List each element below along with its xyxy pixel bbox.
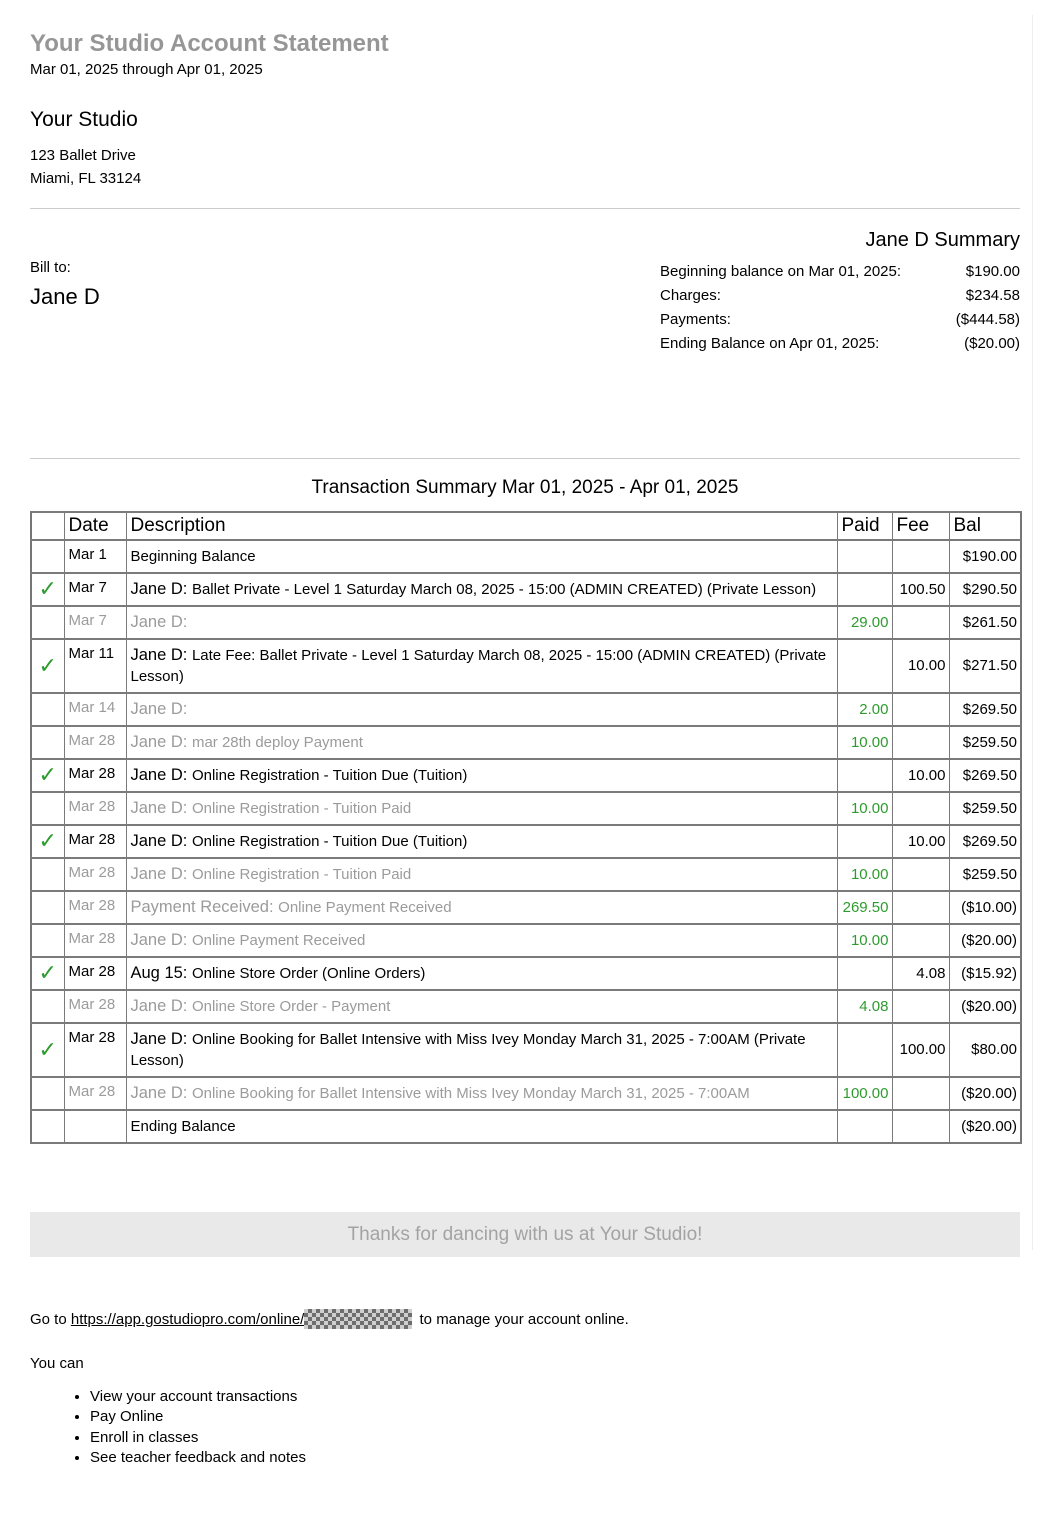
description-prefix: Jane D: [130,645,192,664]
transaction-balance: ($20.00) [949,1110,1021,1143]
check-icon [31,957,64,990]
transaction-description [126,858,837,891]
transaction-balance: $259.50 [949,858,1021,891]
transaction-description [126,726,837,759]
description-text: Online Booking for Ballet Intensive with Miss Ivey Monday March 31, 2025 - 7:00AM (Private Lesson) [130,1030,806,1069]
transaction-summary-title: Transaction Summary Mar 01, 2025 - Apr 01, 2025 [311,476,739,498]
description-prefix: Jane D: [130,996,192,1015]
transaction-paid [837,1110,892,1143]
check-icon [31,759,64,792]
col-header-date: Date [64,512,126,540]
transaction-description [126,759,837,792]
col-header-description: Description [126,512,837,540]
transaction-table-header-row [31,512,1021,540]
transaction-fee: 4.08 [892,957,949,990]
benefits-list [30,1387,1020,1469]
transaction-balance: $271.50 [949,639,1021,693]
transaction-description [126,990,837,1023]
summary-value: $190.00 [965,262,1020,280]
header-divider [30,208,1020,209]
transaction-date: Mar 14 [64,693,126,726]
transaction-fee: 100.50 [892,573,949,606]
transaction-balance: ($15.92) [949,957,1021,990]
transaction-row [31,957,1021,990]
transaction-row [31,990,1021,1023]
col-header-fee: Fee [892,512,949,540]
transaction-date: Mar 7 [64,573,126,606]
description-prefix: Jane D: [130,1029,192,1048]
summary-row [660,332,1020,356]
col-header-bal: Bal [949,512,1021,540]
transaction-row [31,606,1021,639]
summary-row [660,284,1020,308]
transaction-fee [892,1110,949,1143]
description-text: Online Store Order (Online Orders) [191,964,426,982]
summary-rows [660,260,1020,356]
transaction-description [126,693,837,726]
studio-name: Your Studio [30,107,138,131]
transaction-paid: 10.00 [837,858,892,891]
redacted-link-token [304,1309,412,1329]
summary-label: Beginning balance on Mar 01, 2025: [660,262,902,280]
transaction-balance: ($20.00) [949,990,1021,1023]
check-cell-empty [31,1077,64,1110]
transaction-date: Mar 7 [64,606,126,639]
check-cell-empty [31,792,64,825]
description-prefix: Jane D: [130,612,188,631]
description-text: Online Payment Received [278,898,452,916]
summary-value: $234.58 [965,286,1020,304]
transaction-description [126,1077,837,1110]
transaction-fee [892,1077,949,1110]
description-text: Ballet Private - Level 1 Saturday March 08, 2025 - 15:00 (ADMIN CREATED) (Private Lesson) [191,580,817,598]
transaction-fee [892,606,949,639]
transaction-table-body [31,540,1021,1143]
check-icon: ✓ [38,1036,57,1062]
transaction-date: Mar 1 [64,540,126,573]
transaction-paid [837,957,892,990]
transaction-description [126,573,837,606]
transaction-row [31,891,1021,924]
summary-label: Charges: [660,286,721,304]
transaction-balance: $190.00 [949,540,1021,573]
transaction-date: Mar 28 [64,1023,126,1077]
description-text: Ending Balance [130,1117,236,1135]
transaction-paid: 269.50 [837,891,892,924]
transaction-description [126,540,837,573]
manage-account-line [30,1309,1020,1329]
transaction-paid [837,540,892,573]
transaction-description [126,924,837,957]
description-text: Online Registration - Tuition Due (Tuition) [191,832,468,850]
transaction-fee [892,891,949,924]
transaction-date: Mar 28 [64,759,126,792]
transaction-balance: ($20.00) [949,924,1021,957]
transaction-description [126,606,837,639]
transaction-fee: 100.00 [892,1023,949,1077]
description-prefix: Jane D: [130,579,192,598]
summary-title: Jane D Summary [865,228,1020,251]
transaction-row [31,1077,1021,1110]
benefit-item: • View your account transactions [90,1387,1020,1408]
summary-value: ($20.00) [964,334,1020,352]
transaction-date: Mar 28 [64,792,126,825]
transaction-description [126,957,837,990]
description-text: Online Registration - Tuition Due (Tuition) [191,766,468,784]
transaction-fee: 10.00 [892,759,949,792]
description-text: mar 28th deploy Payment [191,733,363,751]
description-text: Online Booking for Ballet Intensive with Miss Ivey Monday March 31, 2025 - 7:00AM [191,1084,750,1102]
transaction-date: Mar 28 [64,924,126,957]
transaction-balance: $269.50 [949,825,1021,858]
description-prefix: Jane D: [130,699,188,718]
transaction-balance: $269.50 [949,693,1021,726]
check-icon: ✓ [38,828,57,854]
transaction-balance: ($10.00) [949,891,1021,924]
benefit-item: • Pay Online [90,1407,1020,1428]
studio-address [30,144,1020,190]
transaction-paid [837,639,892,693]
section-divider [30,458,1020,459]
description-prefix: Payment Received: [130,897,279,916]
check-cell-empty [31,891,64,924]
transaction-paid: 2.00 [837,693,892,726]
transaction-fee [892,540,949,573]
description-text: Online Store Order - Payment [191,997,391,1015]
transaction-row [31,924,1021,957]
transaction-row [31,540,1021,573]
transaction-date: Mar 28 [64,891,126,924]
transaction-description [126,792,837,825]
transaction-paid [837,1023,892,1077]
transaction-date [64,1110,126,1143]
description-prefix: Jane D: [130,864,192,883]
transaction-paid: 10.00 [837,924,892,957]
transaction-row [31,792,1021,825]
bill-to-name: Jane D [30,283,100,309]
go-to-text: Go to [30,1310,71,1328]
transaction-date: Mar 28 [64,825,126,858]
transaction-description [126,1110,837,1143]
page-title: Your Studio Account Statement [30,30,389,57]
studio-address-line2: Miami, FL 33124 [30,169,142,187]
check-cell-empty [31,1110,64,1143]
transaction-date: Mar 28 [64,990,126,1023]
check-icon [31,573,64,606]
check-icon [31,639,64,693]
description-prefix: Jane D: [130,930,192,949]
bill-to-block [30,229,100,356]
transaction-balance: ($20.00) [949,1077,1021,1110]
transaction-date: Mar 28 [64,957,126,990]
transaction-paid: 4.08 [837,990,892,1023]
bill-to-label: Bill to: [30,258,71,276]
col-header-check [31,512,64,540]
page-edge-line [1032,15,1033,1250]
description-prefix: Jane D: [130,1083,192,1102]
transaction-paid: 29.00 [837,606,892,639]
transaction-date: Mar 28 [64,858,126,891]
description-text: Online Registration - Tuition Paid [191,865,412,883]
billing-summary-section [30,229,1020,356]
check-cell-empty [31,540,64,573]
account-portal-link[interactable]: https://app.gostudiopro.com/online/ [70,1310,305,1328]
benefit-item: • Enroll in classes [90,1428,1020,1449]
check-cell-empty [31,924,64,957]
transaction-paid: 100.00 [837,1077,892,1110]
description-prefix: Jane D: [130,798,192,817]
summary-label: Payments: [660,310,731,328]
check-cell-empty [31,693,64,726]
description-text: Online Registration - Tuition Paid [191,799,412,817]
description-prefix: Jane D: [130,765,192,784]
transaction-row [31,825,1021,858]
transaction-fee: 10.00 [892,639,949,693]
description-prefix: Jane D: [130,831,192,850]
transaction-balance: $269.50 [949,759,1021,792]
you-can-label: You can [30,1354,84,1372]
transaction-row [31,759,1021,792]
summary-row [660,308,1020,332]
check-cell-empty [31,990,64,1023]
transaction-balance: $261.50 [949,606,1021,639]
transaction-fee [892,726,949,759]
description-text: Beginning Balance [130,547,256,565]
check-icon: ✓ [38,576,57,602]
check-icon [31,825,64,858]
description-prefix: Aug 15: [130,963,192,982]
transaction-paid [837,825,892,858]
transaction-fee: 10.00 [892,825,949,858]
transaction-date: Mar 28 [64,1077,126,1110]
check-icon: ✓ [38,960,57,986]
transaction-row [31,1023,1021,1077]
manage-suffix-text: to manage your account online. [415,1310,629,1328]
transaction-date: Mar 28 [64,726,126,759]
transaction-fee [892,693,949,726]
transaction-paid [837,759,892,792]
transaction-fee [892,858,949,891]
summary-row [660,260,1020,284]
statement-period: Mar 01, 2025 through Apr 01, 2025 [30,60,263,78]
studio-address-line1: 123 Ballet Drive [30,146,136,164]
transaction-balance: $80.00 [949,1023,1021,1077]
transaction-paid: 10.00 [837,726,892,759]
account-summary [660,229,1020,356]
check-icon [31,1023,64,1077]
summary-value: ($444.58) [955,310,1020,328]
description-text: Late Fee: Ballet Private - Level 1 Saturday March 08, 2025 - 15:00 (ADMIN CREATED) (Private Lesson) [130,646,827,685]
transaction-row [31,693,1021,726]
transaction-paid [837,573,892,606]
benefit-item: • See teacher feedback and notes [90,1448,1020,1469]
transaction-row [31,1110,1021,1143]
transaction-description [126,891,837,924]
transaction-balance: $290.50 [949,573,1021,606]
transaction-fee [892,990,949,1023]
transaction-date: Mar 11 [64,639,126,693]
description-prefix: Jane D: [130,732,192,751]
transaction-fee [892,924,949,957]
check-icon: ✓ [38,652,57,678]
transaction-paid: 10.00 [837,792,892,825]
check-cell-empty [31,726,64,759]
check-icon: ✓ [38,762,57,788]
transaction-description [126,1023,837,1077]
col-header-paid: Paid [837,512,892,540]
transaction-balance: $259.50 [949,792,1021,825]
transaction-row [31,639,1021,693]
description-text: Online Payment Received [191,931,366,949]
transaction-row [31,726,1021,759]
transaction-description [126,825,837,858]
transaction-fee [892,792,949,825]
transaction-row [31,858,1021,891]
check-cell-empty [31,606,64,639]
check-cell-empty [31,858,64,891]
summary-label: Ending Balance on Apr 01, 2025: [660,334,880,352]
transaction-balance: $259.50 [949,726,1021,759]
transaction-table [30,511,1022,1144]
transaction-description [126,639,837,693]
transaction-row [31,573,1021,606]
thanks-banner: Thanks for dancing with us at Your Studio! [30,1212,1020,1257]
